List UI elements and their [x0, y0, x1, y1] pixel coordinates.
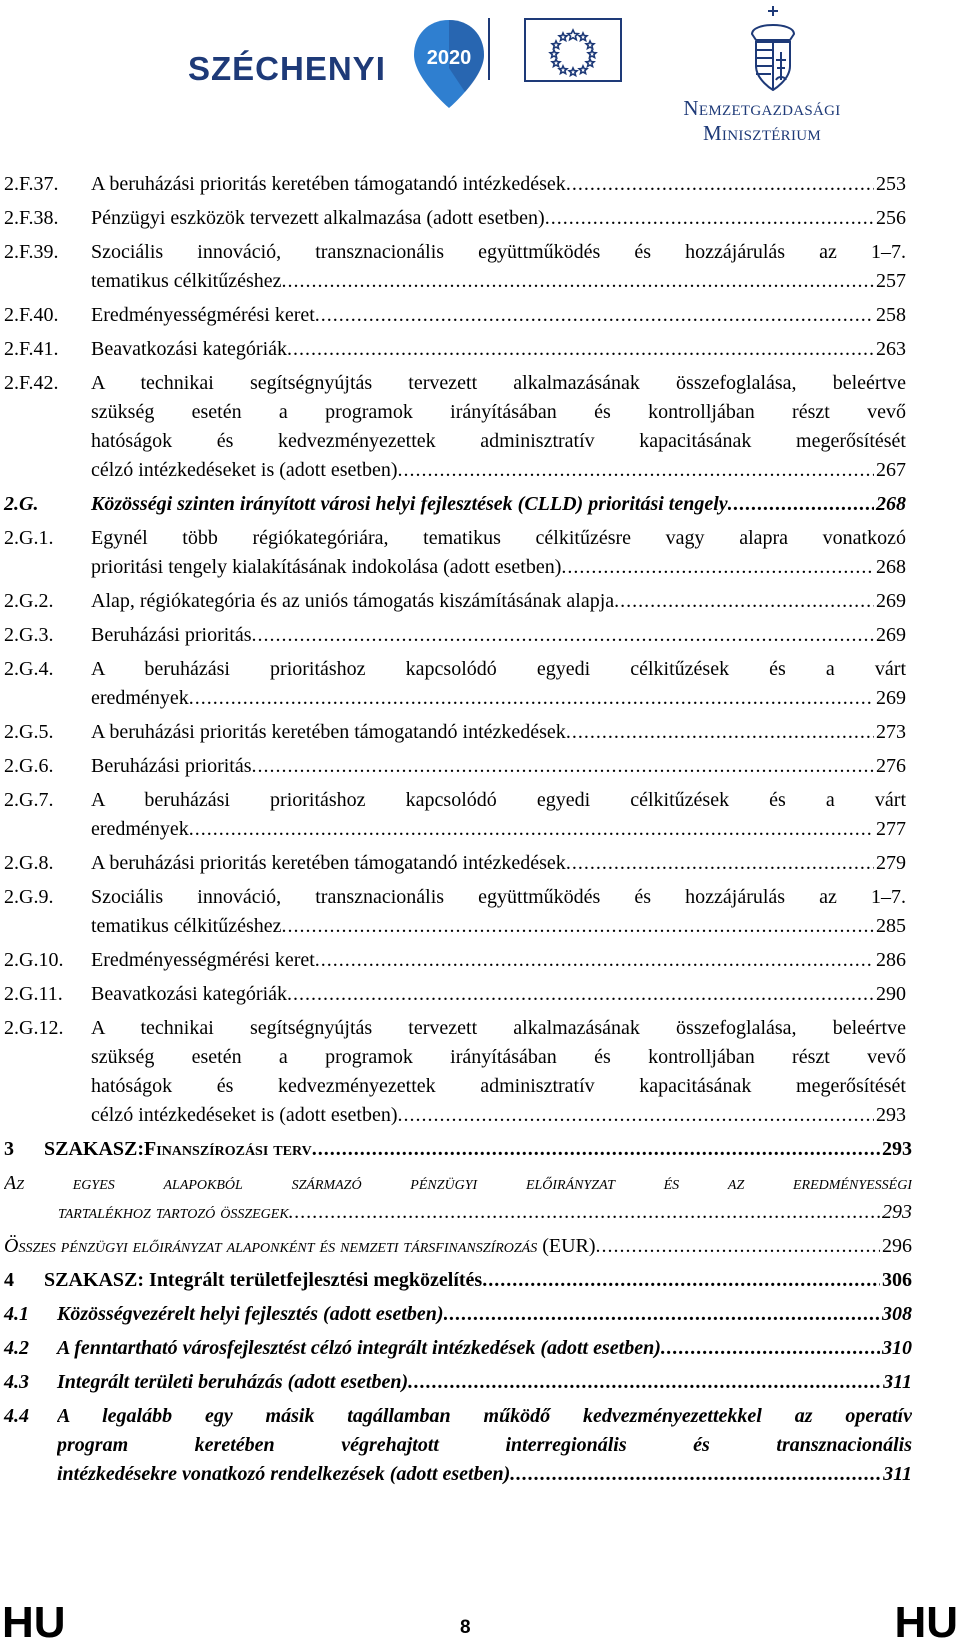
toc-page-number: 277: [876, 818, 906, 840]
toc-entry-line: program keretében végrehajtott interregionális és transznacionális: [57, 1434, 912, 1456]
toc-entry-number: 4.2: [4, 1337, 29, 1359]
toc-leader-dots: [728, 490, 874, 519]
toc-entry-line: hatóságok és kedvezményezettek adminisztratív kapacitásának megerősítését: [91, 430, 906, 452]
toc-entry-number: 2.G.6.: [4, 755, 54, 777]
toc-entry-body: [4, 1232, 912, 1261]
toc-entry-title: SZAKASZ: Integrált területfejlesztési megközelítés: [44, 1269, 483, 1291]
toc-entry-body: [91, 301, 906, 330]
toc-entry-body: [91, 946, 906, 975]
toc-entry-number: 4.3: [4, 1371, 29, 1393]
toc-entry-body: [91, 849, 906, 878]
hungarian-coat-of-arms-icon: [740, 4, 806, 96]
toc-leader-dots: [398, 456, 874, 485]
toc-entry-number: 4.1: [4, 1303, 29, 1325]
toc-entry-last-line: [91, 684, 906, 713]
toc-page-number: 279: [876, 852, 906, 874]
toc-entry-title: Beavatkozási kategóriák: [91, 338, 288, 360]
toc-entry-last-line: [4, 1198, 912, 1227]
toc-page-number: 290: [876, 983, 906, 1005]
toc-entry-title: Beruházási prioritás: [91, 624, 252, 646]
toc-entry-line: szükség esetén a programok irányításában és kontrolljában részt vevő: [91, 401, 906, 423]
toc-leader-dots: [661, 1334, 880, 1363]
toc-entry-number: 2.F.38.: [4, 207, 59, 229]
toc-entry-number: 2.F.37.: [4, 173, 59, 195]
toc-entry-number: 2.G.9.: [4, 886, 54, 908]
toc-leader-dots: [482, 1266, 880, 1295]
toc-entry-title: [4, 1232, 596, 1261]
toc-entry-line: Az egyes alapokból származó pénzügyi előirányzat és az eredményességi: [4, 1172, 912, 1194]
toc-entry-number: 2.G.1.: [4, 527, 54, 549]
toc-entry-title: Beavatkozási kategóriák: [91, 983, 288, 1005]
toc-entry-body: [91, 170, 906, 199]
toc-entry-number: 4.4: [4, 1405, 29, 1427]
toc-entry-number: 2.G.: [4, 493, 39, 515]
toc-page-number: 256: [876, 207, 906, 229]
toc-leader-dots: [444, 1300, 880, 1329]
toc-entry-last-line: [91, 752, 906, 781]
toc-entry-last-line: [91, 815, 906, 844]
toc-entry-line: A technikai segítségnyújtás tervezett alkalmazásának összefoglalása, beleértve: [91, 372, 906, 394]
toc-page-number: 268: [876, 493, 906, 515]
toc-leader-dots: [545, 204, 874, 233]
toc-entry-body: [91, 238, 906, 296]
toc-page-number: 269: [876, 624, 906, 646]
toc-entry-line: Egynél több régiókategóriára, tematikus célkitűzésre vagy alapra vonatkozó: [91, 527, 906, 549]
toc-leader-dots: [287, 335, 874, 364]
toc-entry-title: Integrált területi beruházás (adott esetben): [57, 1371, 409, 1393]
toc-entry-title: tartalékhoz tartozó összegek: [58, 1201, 289, 1223]
toc-entry-number: 2.F.40.: [4, 304, 59, 326]
toc-entry-body: [91, 752, 906, 781]
toc-leader-dots: [189, 815, 874, 844]
logo-divider: [488, 18, 490, 80]
toc-page-number: 311: [883, 1463, 912, 1485]
toc-entry-last-line: [57, 1460, 912, 1489]
toc-page-number: 263: [876, 338, 906, 360]
toc-entry-number: 2.F.41.: [4, 338, 59, 360]
eu-flag-icon: [524, 18, 622, 82]
toc-page-number: 269: [876, 590, 906, 612]
toc-entry-body: [44, 1266, 912, 1295]
toc-entry-last-line: [4, 1232, 912, 1261]
toc-entry-title: eredmények: [91, 818, 189, 840]
toc-entry-body: [91, 204, 906, 233]
toc-entry-number: 4: [4, 1269, 14, 1291]
toc-leader-dots: [408, 1368, 881, 1397]
toc-page-number: 293: [882, 1138, 912, 1160]
toc-entry-body: [91, 655, 906, 713]
toc-entry-title: Alap, régiókategória és az uniós támogatás kiszámításának alapja: [91, 590, 615, 612]
toc-entry-title: célzó intézkedéseket is (adott esetben): [91, 1104, 398, 1126]
toc-page-number: 273: [876, 721, 906, 743]
toc-leader-dots: [252, 752, 875, 781]
toc-page-number: 293: [876, 1104, 906, 1126]
toc-leader-dots: [398, 1101, 874, 1130]
toc-entry-last-line: [91, 849, 906, 878]
toc-entry-last-line: [91, 553, 906, 582]
toc-leader-dots: [614, 587, 874, 616]
toc-entry-title: prioritási tengely kialakításának indokolása (adott esetben): [91, 556, 562, 578]
toc-entry-number: 2.G.3.: [4, 624, 54, 646]
toc-entry-title: Eredményességmérési keret: [91, 304, 315, 326]
toc-entry-body: [57, 1368, 912, 1397]
toc-entry-last-line: [91, 946, 906, 975]
toc-page-number: 310: [882, 1337, 912, 1359]
toc-entry-last-line: [91, 980, 906, 1009]
toc-entry-title: tematikus célkitűzéshez: [91, 915, 282, 937]
toc-entry-title: intézkedésekre vonatkozó rendelkezések (adott esetben): [57, 1463, 511, 1485]
toc-entry-body: [91, 369, 906, 485]
toc-entry-last-line: [91, 301, 906, 330]
toc-page-number: 311: [883, 1371, 912, 1393]
toc-entry-title: A fenntartható városfejlesztést célzó integrált intézkedések (adott esetben): [57, 1337, 661, 1359]
toc-leader-dots: [281, 912, 874, 941]
toc-entry-body: [91, 524, 906, 582]
toc-entry-title: tematikus célkitűzéshez: [91, 270, 282, 292]
toc-entry-number: 2.G.2.: [4, 590, 54, 612]
toc-entry-body: [91, 718, 906, 747]
toc-entry-line: szükség esetén a programok irányításában és kontrolljában részt vevő: [91, 1046, 906, 1068]
toc-entry-title: célzó intézkedéseket is (adott esetben): [91, 459, 398, 481]
toc-entry-number: 2.G.5.: [4, 721, 54, 743]
toc-entry-body: [44, 1135, 912, 1164]
toc-leader-dots: [315, 946, 874, 975]
toc-entry-title: eredmények: [91, 687, 189, 709]
toc-entry-last-line: [91, 490, 906, 519]
section-title-smallcaps: Finanszírozási terv: [144, 1138, 312, 1160]
toc-leader-dots: [189, 684, 874, 713]
toc-page-number: 308: [882, 1303, 912, 1325]
toc-entry-title: Közösségvezérelt helyi fejlesztés (adott esetben): [57, 1303, 444, 1325]
toc-page-number: 257: [876, 270, 906, 292]
toc-entry-last-line: [91, 621, 906, 650]
toc-entry-last-line: [57, 1368, 912, 1397]
toc-page-number: 253: [876, 173, 906, 195]
toc-entry-title: A beruházási prioritás keretében támogatandó intézkedések: [91, 852, 566, 874]
toc-entry-last-line: [91, 335, 906, 364]
toc-page-number: 306: [882, 1269, 912, 1291]
toc-entry-number: 3: [4, 1138, 14, 1160]
toc-entry-title: A beruházási prioritás keretében támogatandó intézkedések: [91, 721, 566, 743]
toc-entry-line: Szociális innováció, transznacionális együttműködés és hozzájárulás az 1–7.: [91, 886, 906, 908]
toc-leader-dots: [252, 621, 875, 650]
toc-entry-body: [91, 883, 906, 941]
toc-leader-dots: [281, 267, 874, 296]
toc-leader-dots: [289, 1198, 880, 1227]
toc-page-number: 269: [876, 687, 906, 709]
toc-entry-last-line: [91, 170, 906, 199]
toc-entry-body: [91, 621, 906, 650]
toc-page-number: 268: [876, 556, 906, 578]
toc-page-number: 286: [876, 949, 906, 971]
toc-entry-last-line: [44, 1266, 912, 1295]
toc-entry-last-line: [91, 718, 906, 747]
toc-leader-dots: [315, 301, 874, 330]
toc-entry-line: A technikai segítségnyújtás tervezett alkalmazásának összefoglalása, beleértve: [91, 1017, 906, 1039]
toc-entry-last-line: [57, 1334, 912, 1363]
toc-leader-dots: [312, 1135, 880, 1164]
toc-page-number: 267: [876, 459, 906, 481]
toc-entry-body: [4, 1169, 912, 1227]
toc-entry-line: A legalább egy másik tagállamban működő kedvezményezettekkel az operatív: [57, 1405, 912, 1427]
toc-entry-title-text: Összes pénzügyi előirányzat alaponként és nemzeti társfinanszírozás: [4, 1235, 538, 1257]
toc-entry-body: [91, 1014, 906, 1130]
toc-entry-line: A beruházási prioritáshoz kapcsolódó egyedi célkitűzések és a várt: [91, 789, 906, 811]
toc-entry-body: [91, 786, 906, 844]
toc-leader-dots: [566, 170, 874, 199]
toc-entry-line: hatóságok és kedvezményezettek adminisztratív kapacitásának megerősítését: [91, 1075, 906, 1097]
toc-entry-last-line: [57, 1300, 912, 1329]
ministry-name: [662, 96, 862, 146]
toc-page-number: 293: [882, 1201, 912, 1223]
toc-entry-body: [57, 1334, 912, 1363]
toc-entry-last-line: [44, 1135, 912, 1164]
toc-entry-last-line: [91, 267, 906, 296]
toc-page-number: 296: [882, 1235, 912, 1257]
toc-entry-last-line: [91, 456, 906, 485]
toc-page-number: 276: [876, 755, 906, 777]
ministry-name-line2: Minisztérium: [702, 121, 822, 145]
toc-entry-currency: (EUR): [542, 1235, 596, 1257]
toc-leader-dots: [561, 553, 874, 582]
page-header: [0, 0, 960, 150]
toc-leader-dots: [566, 718, 874, 747]
toc-entry-title: Közösségi szinten irányított városi helyi fejlesztések (CLLD) prioritási tengely: [91, 493, 728, 515]
toc-entry-body: [57, 1300, 912, 1329]
toc-entry-title: Eredményességmérési keret: [91, 949, 315, 971]
toc-entry-title: A beruházási prioritás keretében támogatandó intézkedések: [91, 173, 566, 195]
toc-entry-body: [91, 587, 906, 616]
toc-entry-title: Pénzügyi eszközök tervezett alkalmazása (adott esetben): [91, 207, 545, 229]
footer-lang-right: HU: [894, 1598, 958, 1647]
toc-leader-dots: [566, 849, 874, 878]
toc-leader-dots: [510, 1460, 881, 1489]
toc-page-number: 285: [876, 915, 906, 937]
toc-entry-title: Beruházási prioritás: [91, 755, 252, 777]
toc-leader-dots: [287, 980, 874, 1009]
toc-leader-dots: [596, 1232, 880, 1261]
toc-entry-body: [57, 1402, 912, 1489]
toc-entry-body: [91, 335, 906, 364]
toc-entry-last-line: [91, 587, 906, 616]
toc-entry-number: 2.G.12.: [4, 1017, 64, 1039]
ministry-name-line1: Nemzetgazdasági: [683, 96, 841, 120]
footer-lang-left: HU: [2, 1598, 66, 1647]
toc-entry-line: Szociális innováció, transznacionális együttműködés és hozzájárulás az 1–7.: [91, 241, 906, 263]
toc-entry-title: [44, 1135, 312, 1164]
toc-entry-body: [91, 490, 906, 519]
page-number: 8: [460, 1617, 471, 1638]
toc-entry-number: 2.G.10.: [4, 949, 64, 971]
section-title: SZAKASZ:: [44, 1138, 145, 1160]
toc-entry-line: A beruházási prioritáshoz kapcsolódó egyedi célkitűzések és a várt: [91, 658, 906, 680]
toc-entry-number: 2.G.4.: [4, 658, 54, 680]
toc-entry-last-line: [91, 1101, 906, 1130]
toc-entry-number: 2.F.39.: [4, 241, 59, 263]
year-2020: 2020: [426, 47, 472, 69]
toc-entry-number: 2.G.7.: [4, 789, 54, 811]
toc-entry-number: 2.G.8.: [4, 852, 54, 874]
toc-entry-last-line: [91, 912, 906, 941]
toc-entry-body: [91, 980, 906, 1009]
toc-entry-number: 2.F.42.: [4, 372, 59, 394]
toc-page-number: 258: [876, 304, 906, 326]
szechenyi-wordmark: SZÉCHENYI: [188, 50, 386, 87]
szechenyi-2020-logo: [188, 18, 472, 108]
toc-entry-last-line: [91, 204, 906, 233]
toc-entry-number: 2.G.11.: [4, 983, 63, 1005]
map-pin-icon: [410, 18, 488, 110]
